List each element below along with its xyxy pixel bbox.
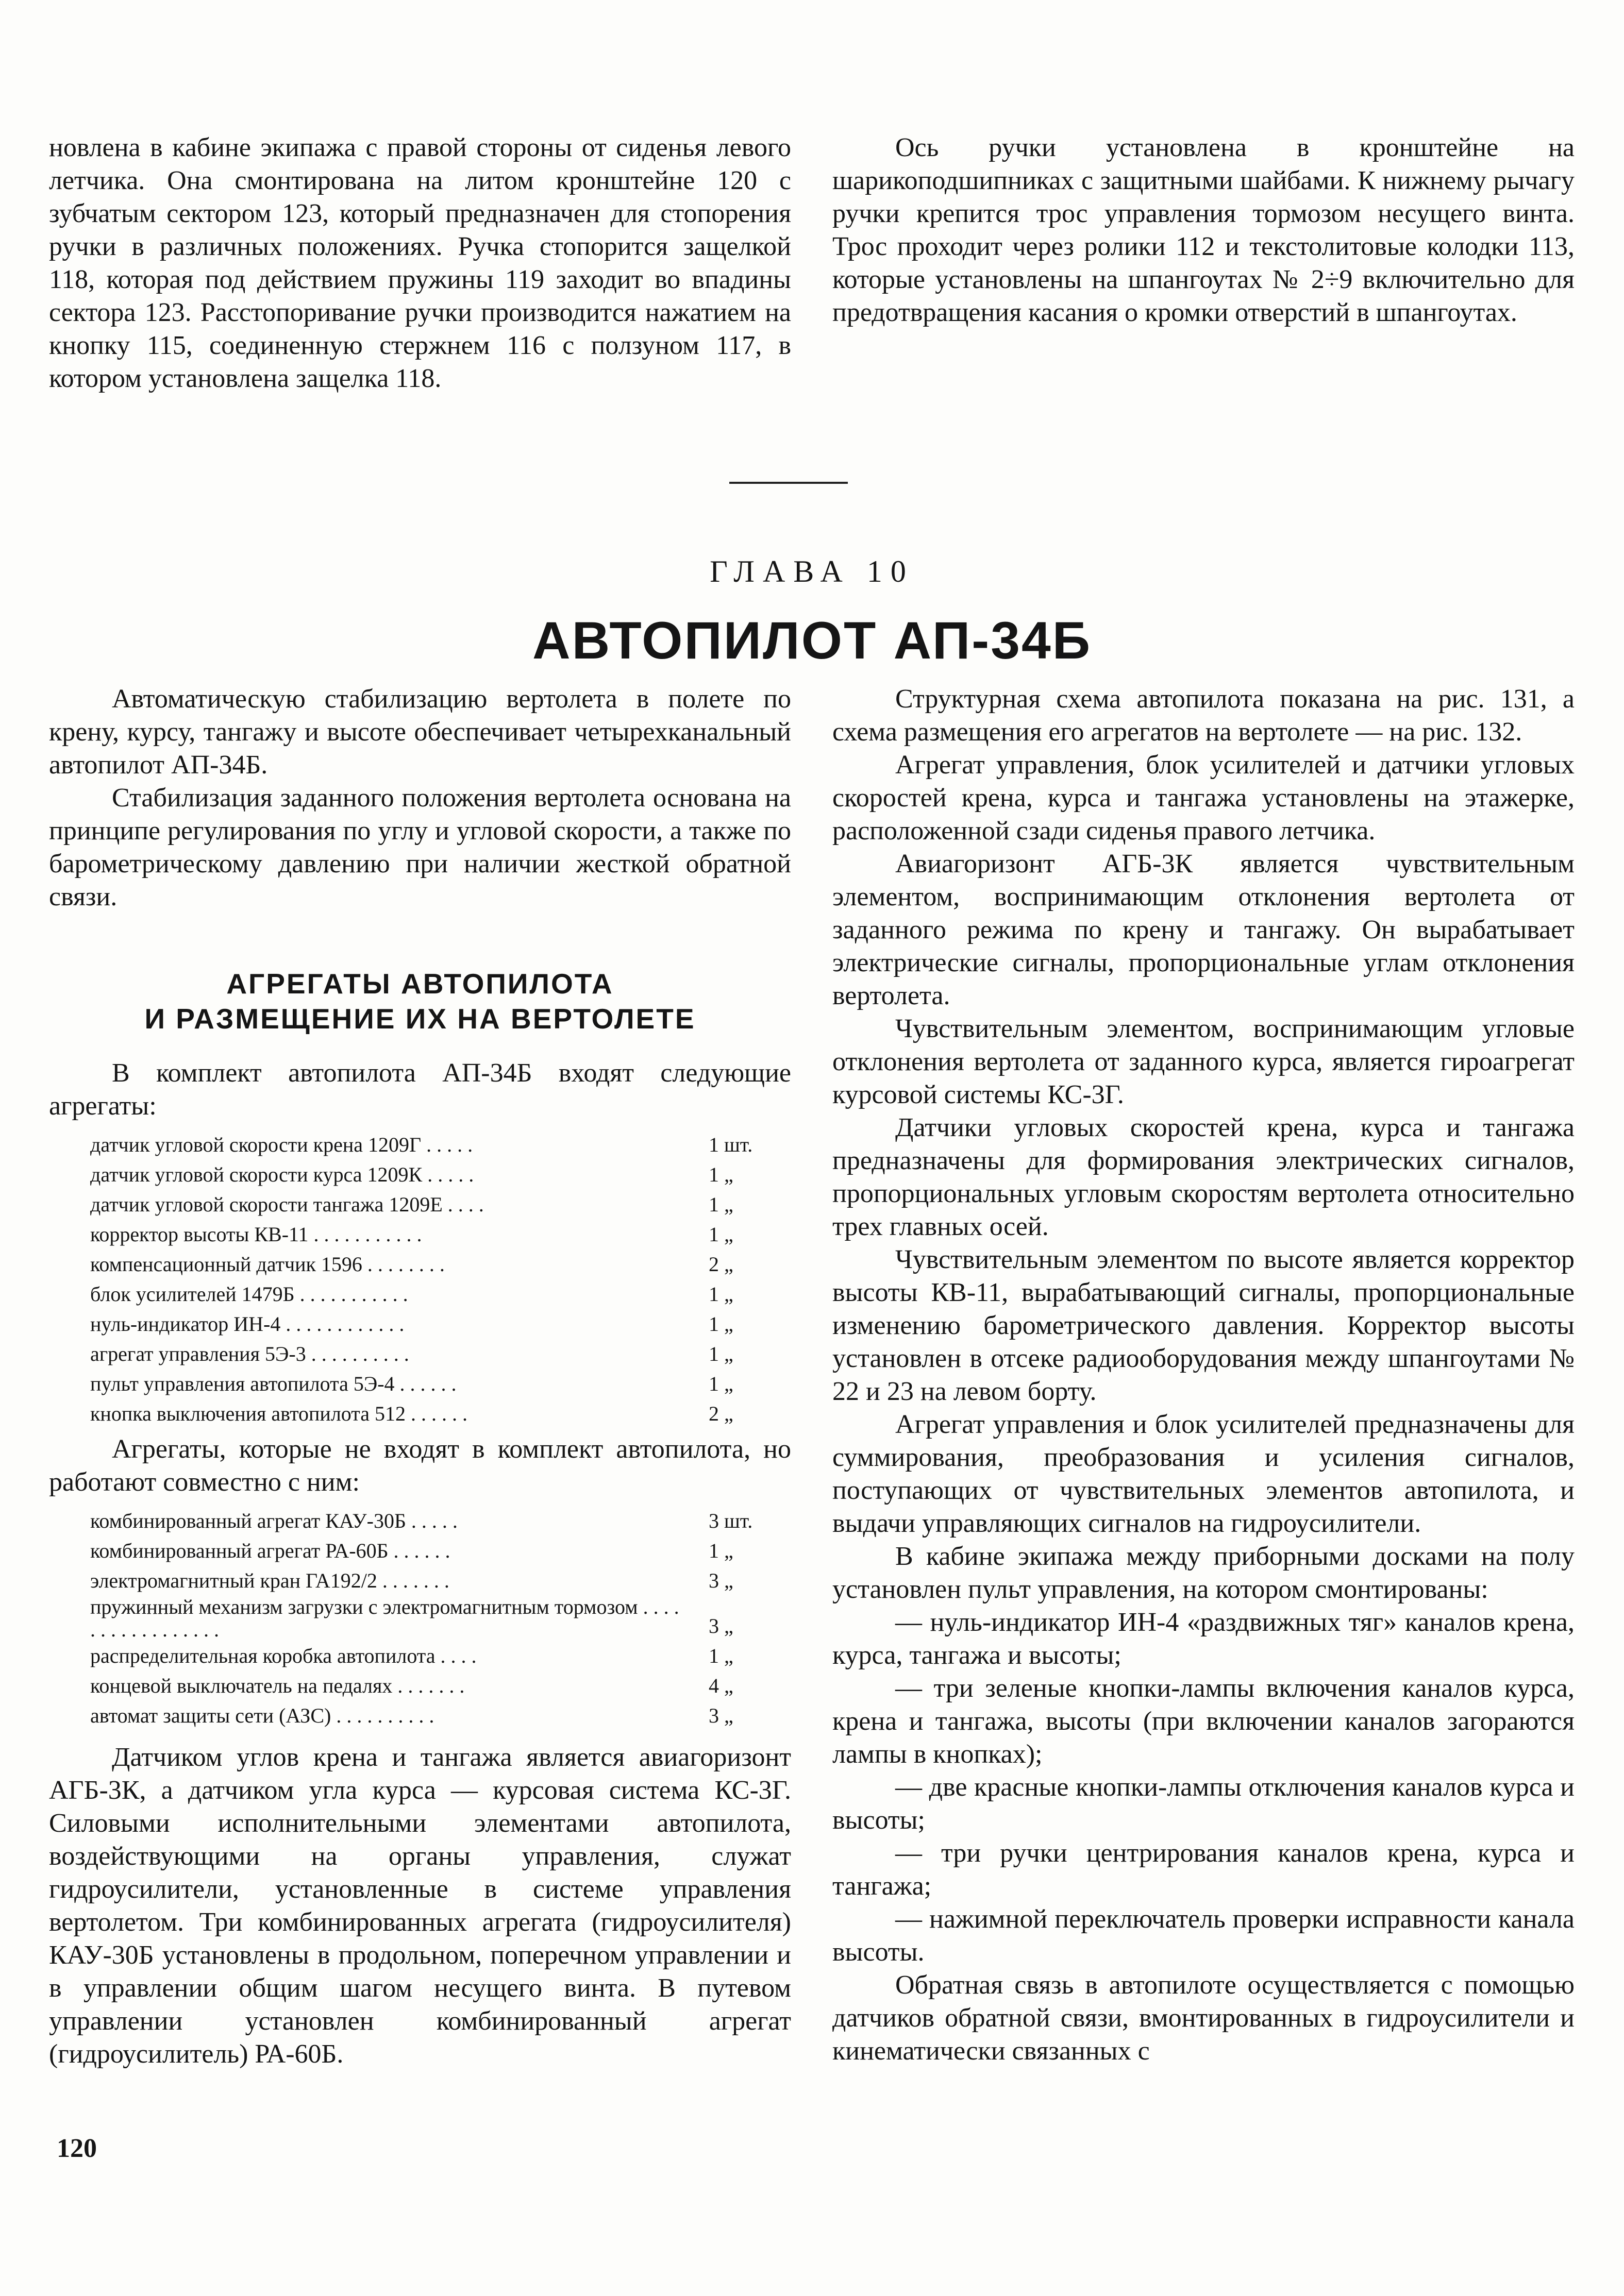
kit-components-list xyxy=(90,1130,771,1429)
sensors-paragraph: Датчиком углов крена и тангажа является авиагоризонт АГБ-3К, а датчиком угла курса — курсовая система КС-3Г. Силовыми исполнительными элементами автопилота, воздействующими на органы управления, служат гидроусилители, установленные в системе управления вертолетом. Три комбинированных агрегата (гидроусилителя) КАУ-30Б установлены в продольном, поперечном управлении и в управлении общим шагом несущего винта. В путевом управлении установлен комбинированный агрегат (гидроусилитель) РА-60Б. xyxy=(49,1743,791,2069)
console-list-item-4: — три ручки центрирования каналов крена, курса и тангажа; xyxy=(832,1838,1575,1901)
console-list-item-3: — две красные кнопки-лампы отключения каналов курса и высоты; xyxy=(832,1772,1575,1835)
list-item: компенсационный датчик 1596 . . . . . . . . 2 „ xyxy=(90,1253,733,1276)
right-paragraph-5: Датчики угловых скоростей крена, курса и тангажа предназначены для формирования электрических сигналов, пропорциональных угловым скоростям вертолета относительно трех главных осей. xyxy=(832,1113,1575,1241)
section-divider xyxy=(729,482,848,484)
extra-units-intro: Агрегаты, которые не входят в комплект автопилота, но работают совместно с ним: xyxy=(49,1434,791,1497)
section-heading-line-2: И РАЗМЕЩЕНИЕ ИХ НА ВЕРТОЛЕТЕ xyxy=(144,1003,696,1035)
list-item: кнопка выключения автопилота 512 . . . . . . 2 „ xyxy=(90,1402,733,1425)
list-item: пружинный механизм загрузки с электромагнитным тормозом . . . . . . . . . . . . . . . . . 3 „ xyxy=(90,1596,733,1641)
chapter-label: ГЛАВА 10 xyxy=(710,554,914,588)
list-item: распределительная коробка автопилота . . . . 1 „ xyxy=(90,1644,733,1667)
section-heading-line-1: АГРЕГАТЫ АВТОПИЛОТА xyxy=(226,968,614,1000)
top-left-column xyxy=(49,131,791,395)
chapter-title: АВТОПИЛОТ АП-34Б xyxy=(532,611,1092,670)
list-item: комбинированный агрегат КАУ-30Б . . . . . 3 шт. xyxy=(90,1509,753,1532)
console-list-item-5: — нажимной переключатель проверки исправности канала высоты. xyxy=(832,1904,1575,1967)
right-paragraph-6: Чувствительным элементом по высоте является корректор высоты КВ-11, вырабатывающий сигналы, пропорциональные изменению барометрического давления. Корректор высоты установлен в отсеке радиооборудования между шпангоутами № 22 и 23 на левом борту. xyxy=(832,1245,1575,1406)
console-list-item-2: — три зеленые кнопки-лампы включения каналов курса, крена и тангажа, высоты (при включении каналов загораются лампы в кнопках); xyxy=(832,1674,1575,1769)
console-list-item-1: — нуль-индикатор ИН-4 «раздвижных тяг» каналов крена, курса, тангажа и высоты; xyxy=(832,1608,1575,1670)
list-item: электромагнитный кран ГА192/2 . . . . . . . 3 „ xyxy=(90,1569,733,1592)
right-paragraph-9: Обратная связь в автопилоте осуществляется с помощью датчиков обратной связи, вмонтированных в гидроусилители и кинематически связанных с xyxy=(832,1970,1575,2066)
list-item: датчик угловой скорости тангажа 1209Е . . . . 1 „ xyxy=(90,1193,733,1216)
continuation-paragraph-left: новлена в кабине экипажа с правой стороны от сиденья левого летчика. Она смонтирована на литом кронштейне 120 с зубчатым сектором 123, который предназначен для стопорения ручки в различных положениях. Ручка стопорится защелкой 118, которая под действием пружины 119 заходит во впадины сектора 123. Расстопоривание ручки производится нажатием на кнопку 115, соединенную стержнем 116 с ползуном 117, в котором установлена защелка 118. xyxy=(49,133,791,393)
handle-axis-paragraph: Ось ручки установлена в кронштейне на шарикоподшипниках с защитными шайбами. К нижнему рычагу ручки крепится трос управления тормозом несущего винта. Трос проходит через ролики 112 и текстолитовые колодки 113, которые установлены на шпангоутах № 2÷9 включительно для предотвращения касания о кромки отверстий в шпангоутах. xyxy=(832,133,1575,327)
list-item: нуль-индикатор ИН-4 . . . . . . . . . . . . 1 „ xyxy=(90,1312,733,1336)
right-paragraph-2: Агрегат управления, блок усилителей и датчики угловых скоростей крена, курса и тангажа установлены на этажерке, расположенной сзади сиденья правого летчика. xyxy=(832,750,1575,846)
list-item: корректор высоты КВ-11 . . . . . . . . . . . 1 „ xyxy=(90,1223,733,1246)
intro-paragraph-1: Автоматическую стабилизацию вертолета в полете по крену, курсу, тангажу и высоте обеспечивает четырехканальный автопилот АП-34Б. xyxy=(49,684,791,780)
page-number: 120 xyxy=(57,2134,97,2163)
extra-units-list xyxy=(90,1506,771,1731)
list-item: блок усилителей 1479Б . . . . . . . . . . . 1 „ xyxy=(90,1282,733,1306)
left-column xyxy=(49,683,791,2071)
right-paragraph-4: Чувствительным элементом, воспринимающим угловые отклонения вертолета от заданного курса, является гироагрегат курсовой системы КС-3Г. xyxy=(832,1014,1575,1109)
kit-intro-paragraph: В комплект автопилота АП-34Б входят следующие агрегаты: xyxy=(49,1058,791,1121)
right-paragraph-8: В кабине экипажа между приборными досками на полу установлен пульт управления, на котором смонтированы: xyxy=(832,1542,1575,1604)
right-paragraph-7: Агрегат управления и блок усилителей предназначены для суммирования, преобразования и усиления сигналов, поступающих от чувствительных элементов автопилота, и выдачи управляющих сигналов на гидроусилители. xyxy=(832,1410,1575,1538)
list-item: автомат защиты сети (АЗС) . . . . . . . . . . 3 „ xyxy=(90,1704,733,1727)
list-item: датчик угловой скорости курса 1209К . . . . . 1 „ xyxy=(90,1163,733,1186)
list-item: концевой выключатель на педалях . . . . . . . 4 „ xyxy=(90,1674,733,1697)
list-item: комбинированный агрегат РА-60Б . . . . . . 1 „ xyxy=(90,1539,733,1562)
intro-paragraph-2: Стабилизация заданного положения вертолета основана на принципе регулирования по углу и угловой скорости, а также по барометрическому давлению при наличии жесткой обратной связи. xyxy=(49,783,791,911)
right-paragraph-3: Авиагоризонт АГБ-3К является чувствительным элементом, воспринимающим отклонения вертолета от заданного режима по крену и тангажу. Он вырабатывает электрические сигналы, пропорциональные углам отклонения вертолета. xyxy=(832,849,1575,1010)
right-column xyxy=(832,683,1575,2068)
list-item: датчик угловой скорости крена 1209Г . . . . . 1 шт. xyxy=(90,1133,753,1156)
top-right-column xyxy=(832,131,1575,329)
right-paragraph-1: Структурная схема автопилота показана на рис. 131, а схема размещения его агрегатов на вертолете — на рис. 132. xyxy=(832,684,1575,747)
list-item: пульт управления автопилота 5Э-4 . . . . . . 1 „ xyxy=(90,1372,733,1395)
list-item: агрегат управления 5Э-3 . . . . . . . . . . 1 „ xyxy=(90,1342,733,1365)
